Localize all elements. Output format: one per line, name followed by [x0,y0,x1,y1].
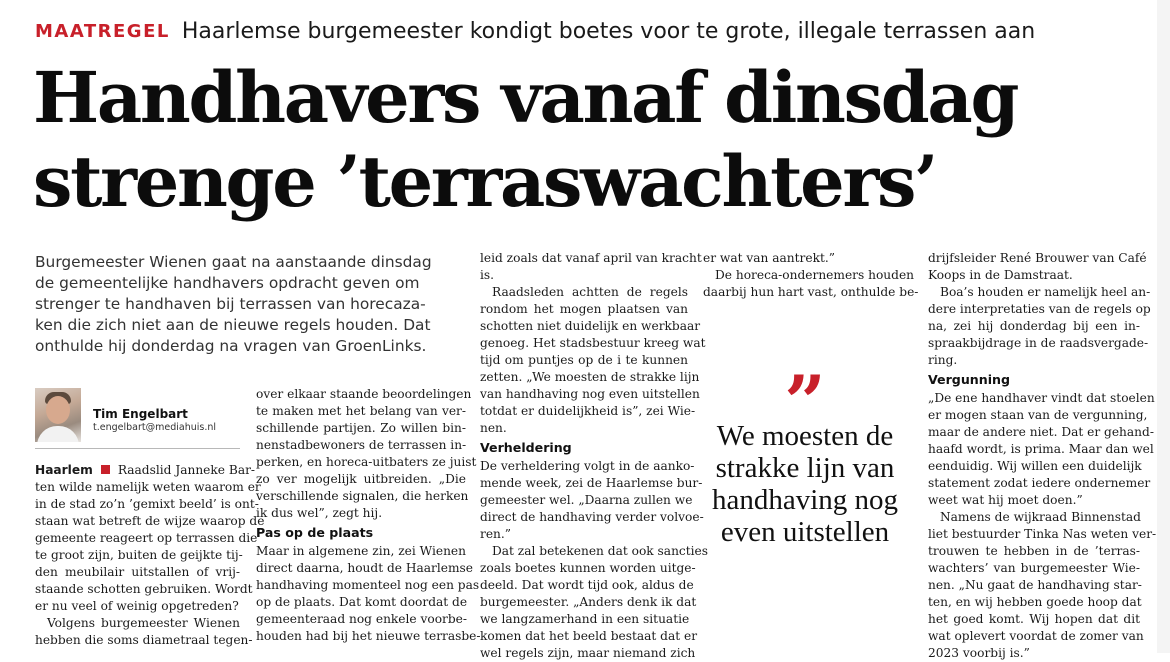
lead-line: ken die zich niet aan de nieuwe regels houden. Dat [35,316,431,334]
lead-line: Burgemeester Wienen gaat na aanstaande dinsdag [35,253,432,271]
text-line: te maken met het belang van ver- [256,404,466,418]
text-line: totdat er duidelijkheid is”, zei Wie- [480,404,696,418]
text-line: Volgens burgemeester Wienen [47,616,240,630]
lead-line: onthulde hij donderdag na vragen van GroenLinks. [35,337,427,355]
text-line: leid zoals dat vanaf april van kracht [480,251,702,265]
author-email: t.engelbart@mediahuis.nl [93,422,217,433]
kicker-text: Haarlemse burgemeester kondigt boetes voor te grote, illegale terrassen aan [181,18,1036,44]
text-line: Dat zal betekenen dat ook sancties [492,544,709,558]
text-line: genoeg. Het stadsbestuur kreeg wat [480,336,706,350]
text-line: eenduidig. Wij willen een duidelijk [928,459,1142,473]
text-line: ren.” [480,527,511,541]
text-line: het goed komt. Wij hopen dat dit [928,612,1140,626]
pull-quote-line: strakke lijn van [715,452,895,484]
text-line: dere interpretaties van de regels op [928,302,1151,316]
text-line: ik dus wel”, zegt hij. [256,506,383,520]
text-line: in de stad zo’n ’gemixt beeld’ is ont- [35,497,259,511]
lead-line: strenger te handhaven bij terrassen van horecaza- [35,295,426,313]
text-line: gemeenteraad nog enkele voorbe- [256,612,468,626]
text-line: den meubilair uitstallen of vrij- [35,565,240,579]
text-line: daarbij hun hart vast, onthulde be- [703,285,919,299]
text-line: schotten niet duidelijk en werkbaar [480,319,701,333]
pull-quote [695,359,915,548]
text-line: er nu veel of weinig opgetreden? [35,599,239,613]
text-line: ten, en wij hebben goede hoop dat [928,595,1142,609]
pull-quote-line: handhaving nog [711,484,899,516]
text-line: deeld. Dat wordt tijd ook, aldus de [480,578,694,592]
article-column-5 [928,250,1157,662]
text-line: op de plaats. Dat komt doordat de [256,595,468,609]
headline-line: strenge ’terraswachters’ [33,140,937,223]
text-line: komen dat het beeld bestaat dat er [480,629,698,643]
text-line: schillende partijen. Zo willen bin- [256,421,466,435]
text-line: we langzamerhand in een situatie [480,612,690,626]
text-line: staan wat betreft de wijze waarop de [35,514,265,528]
text-line: er mogen staan van de vergunning, [928,408,1148,422]
article-column-3 [480,250,709,662]
text-line: Maar in algemene zin, zei Wienen [256,544,466,558]
headline [33,56,1143,224]
text-line: nen. [480,421,507,435]
text-line: gemeente reageert op terrassen die [35,531,258,545]
text-line: 2023 voorbij is.” [928,646,1030,660]
kicker-label: MAATREGEL [35,20,170,42]
text-line: nen. „Nu gaat de handhaving star- [928,578,1142,592]
text-line: handhaving momenteel nog een pas [256,578,480,592]
text-line: gemeester wel. „Daarna zullen we [480,493,693,507]
article-column-2 [256,386,481,645]
text-line: De verheldering volgt in de aanko- [480,459,695,473]
text-line: tijd om puntjes op de i te kunnen [480,353,688,367]
headline-line: Handhavers vanaf dinsdag [33,56,1018,139]
text-line: burgemeester. „Anders denk ik dat [480,595,697,609]
text-line: weet wat hij moet doen.” [928,493,1083,507]
text-line: Koops in de Damstraat. [928,268,1073,282]
text-line: houden had bij het nieuwe terrasbe- [256,629,481,643]
text-line: perken, en horeca-uitbaters ze juist [256,455,477,469]
text-line: direct daarna, houdt de Haarlemse [256,561,473,575]
text-line: rondom het mogen plaatsen van [480,302,688,316]
quote-mark-icon: ” [784,359,826,444]
text-line: wachters’ van burgemeester Wie- [928,561,1140,575]
text-line: wat oplevert voordat de zomer van [928,629,1144,643]
text-line: Namens de wijkraad Binnenstad [940,510,1141,524]
text-line: Boa’s houden er namelijk heel an- [940,285,1151,299]
page-edge [1157,0,1170,653]
text-line: trouwen te hebben in de ’terras- [928,544,1140,558]
text-line: er wat van aantrekt.” [703,251,835,265]
byline-divider [35,448,240,449]
text-line: zoals boetes kunnen worden uitge- [480,561,696,575]
text-line: Haarlem Raadslid Janneke Bar- [35,463,256,477]
pull-quote-line: even uitstellen [720,516,890,548]
text-line: direct de handhaving verder volvoe- [480,510,704,524]
subheading: Vergunning [928,372,1011,387]
article-column-1 [35,462,265,649]
text-line: zetten. „We moesten de strakke lijn [480,370,700,384]
pull-quote-line: We moesten de [716,420,894,452]
text-line: ring. [928,353,958,367]
text-line: Raadsleden achtten de regels [492,285,688,299]
subheading: Verheldering [480,440,572,455]
text-line: „De ene handhaver vindt dat stoelen [928,391,1155,405]
text-line: hebben die soms diametraal tegen- [35,633,253,647]
text-line: De horeca-ondernemers houden [715,268,915,282]
text-line: mende week, zei de Haarlemse bur- [480,476,703,490]
text-line: liet bestuurder Tinka Nas weten ver- [928,527,1157,541]
text-line: van handhaving nog even uitstellen [480,387,700,401]
byline [35,386,235,446]
dateline: Haarlem [35,463,93,477]
article-column-4 [703,250,919,301]
pull-quote-text [695,420,915,548]
text-line: staande schotten gebruiken. Wordt [35,582,253,596]
text-line: zo ver mogelijk uitbreiden. „Die [256,472,466,486]
red-square-icon [101,465,110,474]
text-line: te groot zijn, buiten de geijkte tij- [35,548,243,562]
text-line: nenstadbewoners de terrassen in- [256,438,467,452]
author-name: Tim Engelbart [93,407,188,421]
kicker [35,14,1035,48]
text-line: is. [480,268,495,282]
lead-line: de gemeentelijke handhavers opdracht geven om [35,274,420,292]
text-line: wel regels zijn, maar niemand zich [480,646,696,660]
text-line: na, zei hij donderdag bij een in- [928,319,1140,333]
lead-paragraph [35,252,455,357]
text-line: verschillende signalen, die herken [256,489,469,503]
subheading: Pas op de plaats [256,525,374,540]
text-line: statement zodat iedere ondernemer [928,476,1151,490]
text-line: spraakbijdrage in de raadsvergade- [928,336,1149,350]
text-line: over elkaar staande beoordelingen [256,387,472,401]
text-line: ten wilde namelijk weten waarom er [35,480,261,494]
text-line: haafd wordt, is prima. Maar dan wel [928,442,1154,456]
text-line: drijfsleider René Brouwer van Café [928,251,1147,265]
author-photo [35,388,81,442]
text-line: maar de andere niet. Dat er gehand- [928,425,1154,439]
